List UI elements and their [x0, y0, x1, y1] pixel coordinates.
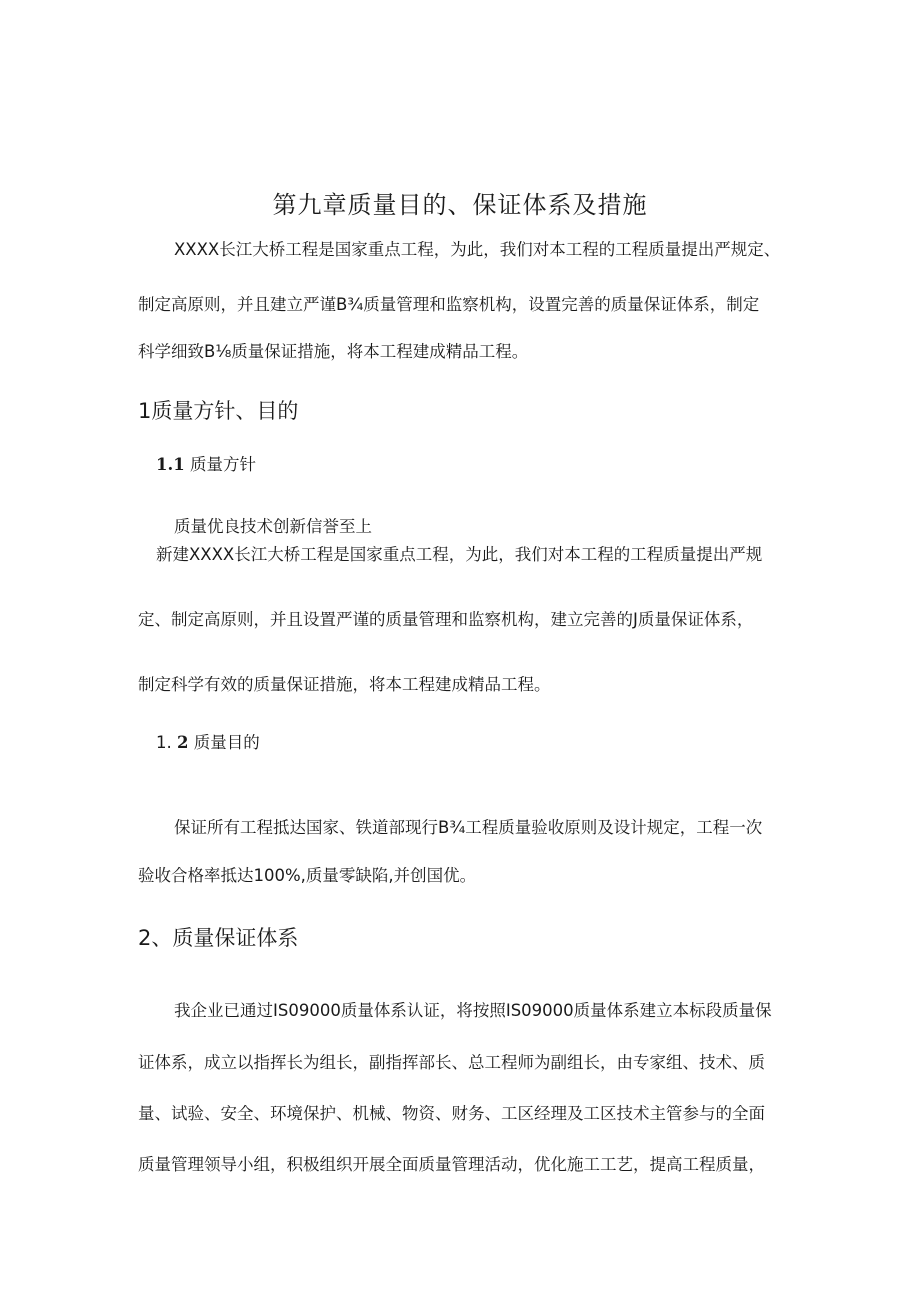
goal-line-1: 保证所有工程抵达国家、铁道部现行B¾工程质量验收原则及设计规定，工程一次 [174, 818, 763, 837]
subsection-label: 质量目的 [193, 733, 260, 752]
section-2-heading: 2、质量保证体系 [138, 926, 299, 950]
system-line-4: 质量管理领导小组，积极组织开展全面质量管理活动，优化施工工艺，提高工程质量， [138, 1155, 765, 1174]
subsection-1-1-heading [156, 455, 256, 475]
intro-line-2: 制定高原则，并且建立严谨B¾质量管理和监察机构，设置完善的质量保证体系，制定 [138, 295, 760, 314]
intro-line-1: XXXX长江大桥工程是国家重点工程，为此，我们对本工程的工程质量提出严规定、 [174, 240, 781, 259]
intro-line-3: 科学细致B⅛质量保证措施，将本工程建成精品工程。 [138, 342, 529, 361]
policy-line-1: 新建XXXX长江大桥工程是国家重点工程，为此，我们对本工程的工程质量提出严规 [156, 545, 763, 564]
subsection-number: 2 [177, 733, 189, 752]
quality-motto: 质量优良技术创新信誉至上 [174, 517, 372, 536]
system-line-2: 证体系，成立以指挥长为组长，副指挥部长、总工程师为副组长，由专家组、技术、质 [138, 1053, 765, 1072]
policy-line-3: 制定科学有效的质量保证措施，将本工程建成精品工程。 [138, 675, 551, 694]
subsection-label: 质量方针 [189, 455, 256, 474]
chapter-title: 第九章质量目的、保证体系及措施 [272, 191, 648, 219]
subsection-number: 1.1 [156, 455, 185, 474]
policy-line-2: 定、制定高原则，并且设置严谨的质量管理和监察机构，建立完善的J质量保证体系， [138, 610, 754, 629]
goal-line-2: 验收合格率抵达100%,质量零缺陷,并创国优。 [138, 866, 477, 885]
subsection-number-prefix: 1. [156, 733, 177, 752]
system-line-3: 量、试验、安全、环境保护、机械、物资、财务、工区经理及工区技术主管参与的全面 [138, 1104, 765, 1123]
system-line-1: 我企业已通过IS09000质量体系认证，将按照IS09000质量体系建立本标段质量保 [174, 1001, 772, 1020]
subsection-1-2-heading [156, 733, 260, 753]
section-1-heading: 1质量方针、目的 [138, 399, 299, 423]
